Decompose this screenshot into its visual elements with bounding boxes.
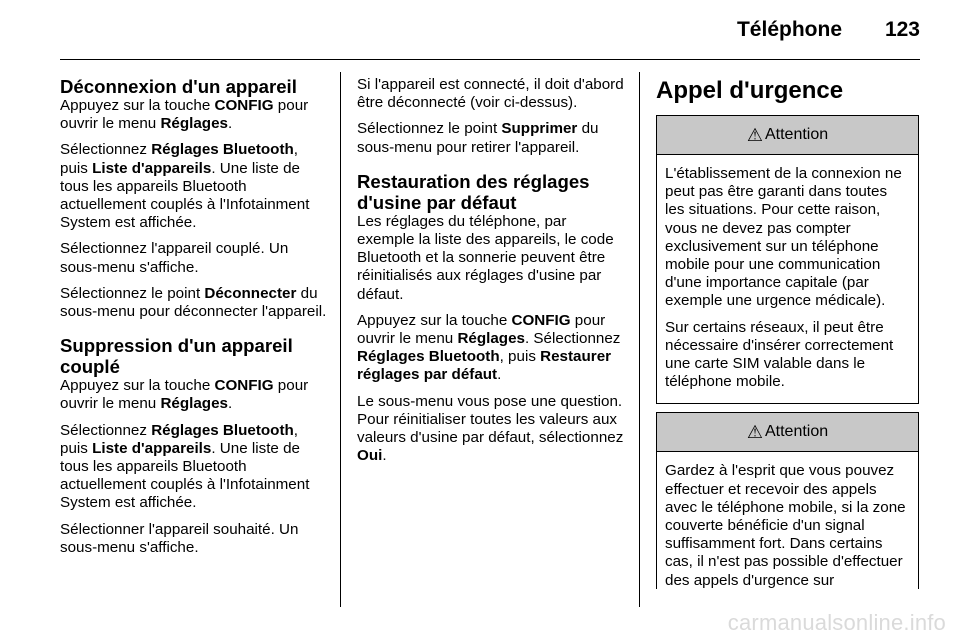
heading-disconnect: Déconnexion d'un appareil — [60, 76, 297, 97]
column-divider — [340, 72, 341, 607]
paragraph: Appuyez sur la touche CONFIG pour ouvrir le menu Réglages. — [60, 377, 309, 413]
attention-label: Attention — [764, 423, 829, 441]
paragraph: Sélectionnez l'appareil couplé. Un sous-menu s'affiche. — [60, 240, 289, 276]
attention-header — [657, 413, 918, 452]
attention-body — [657, 155, 918, 403]
attention-box — [656, 412, 919, 589]
column-3 — [656, 74, 919, 589]
paragraph: L'établissement de la connexion ne peut pas être garanti dans toutes les situations. Pour cette raison, vous ne devez pas compter exclusivement sur un téléphone mobile pour une communication d'une importance capitale (par exemple une urgence médicale). — [665, 165, 902, 310]
header-rule — [60, 59, 920, 60]
warning-triangle-icon: ⚠ — [746, 422, 763, 443]
attention-label: Attention — [764, 125, 829, 143]
attention-header — [657, 116, 918, 155]
paragraph: Appuyez sur la touche CONFIG pour ouvrir le menu Réglages. Sélectionnez Réglages Bluetooth, puis Restaurer réglages par défaut. — [357, 311, 621, 384]
heading-reset: Restauration des réglages d'usine par défaut — [357, 170, 590, 213]
paragraph: Sélectionnez le point Supprimer du sous-menu pour retirer l'appareil. — [357, 120, 599, 156]
warning-triangle-icon: ⚠ — [746, 124, 763, 145]
paragraph: Sélectionnez Réglages Bluetooth, puis Liste d'appareils. Une liste de tous les appareils Bluetooth actuellement couplés à l'Infotainment System est affichée. — [60, 421, 310, 512]
watermark: carmanualsonline.info — [727, 610, 946, 635]
paragraph: Sélectionnez Réglages Bluetooth, puis Liste d'appareils. Une liste de tous les appareils Bluetooth actuellement couplés à l'Infotainment System est affichée. — [60, 141, 310, 232]
page-title: Téléphone — [736, 18, 842, 41]
attention-box — [656, 115, 919, 404]
heading-delete: Suppression d'un appareil couplé — [60, 335, 293, 378]
column-2 — [357, 76, 625, 473]
attention-body — [657, 452, 918, 589]
paragraph: Le sous-menu vous pose une question. Pour réinitialiser toutes les valeurs aux valeurs d'usine par défaut, sélectionnez Oui. — [357, 392, 624, 465]
paragraph: Sélectionnez le point Déconnecter du sous-menu pour déconnecter l'appareil. — [60, 284, 327, 321]
page-number: 123 — [884, 18, 920, 41]
paragraph: Gardez à l'esprit que vous pouvez effectuer et recevoir des appels avec le téléphone mobile, si la zone couverte bénéficie d'un signal suffisamment fort. Dans certains cas, il n'est pas possible d'effectuer des appels d'urgence sur — [665, 462, 906, 589]
paragraph: Sur certains réseaux, il peut être nécessaire d'insérer correctement une carte SIM valable dans le téléphone mobile. — [665, 318, 894, 391]
column-1 — [60, 76, 328, 565]
column-divider — [639, 72, 640, 607]
paragraph: Sélectionner l'appareil souhaité. Un sous-menu s'affiche. — [60, 520, 299, 556]
page-header — [0, 18, 960, 48]
paragraph: Les réglages du téléphone, par exemple la liste des appareils, le code Bluetooth et la sonnerie peuvent être réinitialisés aux réglages d'usine par défaut. — [357, 212, 614, 303]
heading-emergency-call: Appel d'urgence — [656, 77, 844, 104]
paragraph: Appuyez sur la touche CONFIG pour ouvrir le menu Réglages. — [60, 97, 309, 133]
paragraph: Si l'appareil est connecté, il doit d'abord être déconnecté (voir ci-dessus). — [357, 76, 624, 112]
